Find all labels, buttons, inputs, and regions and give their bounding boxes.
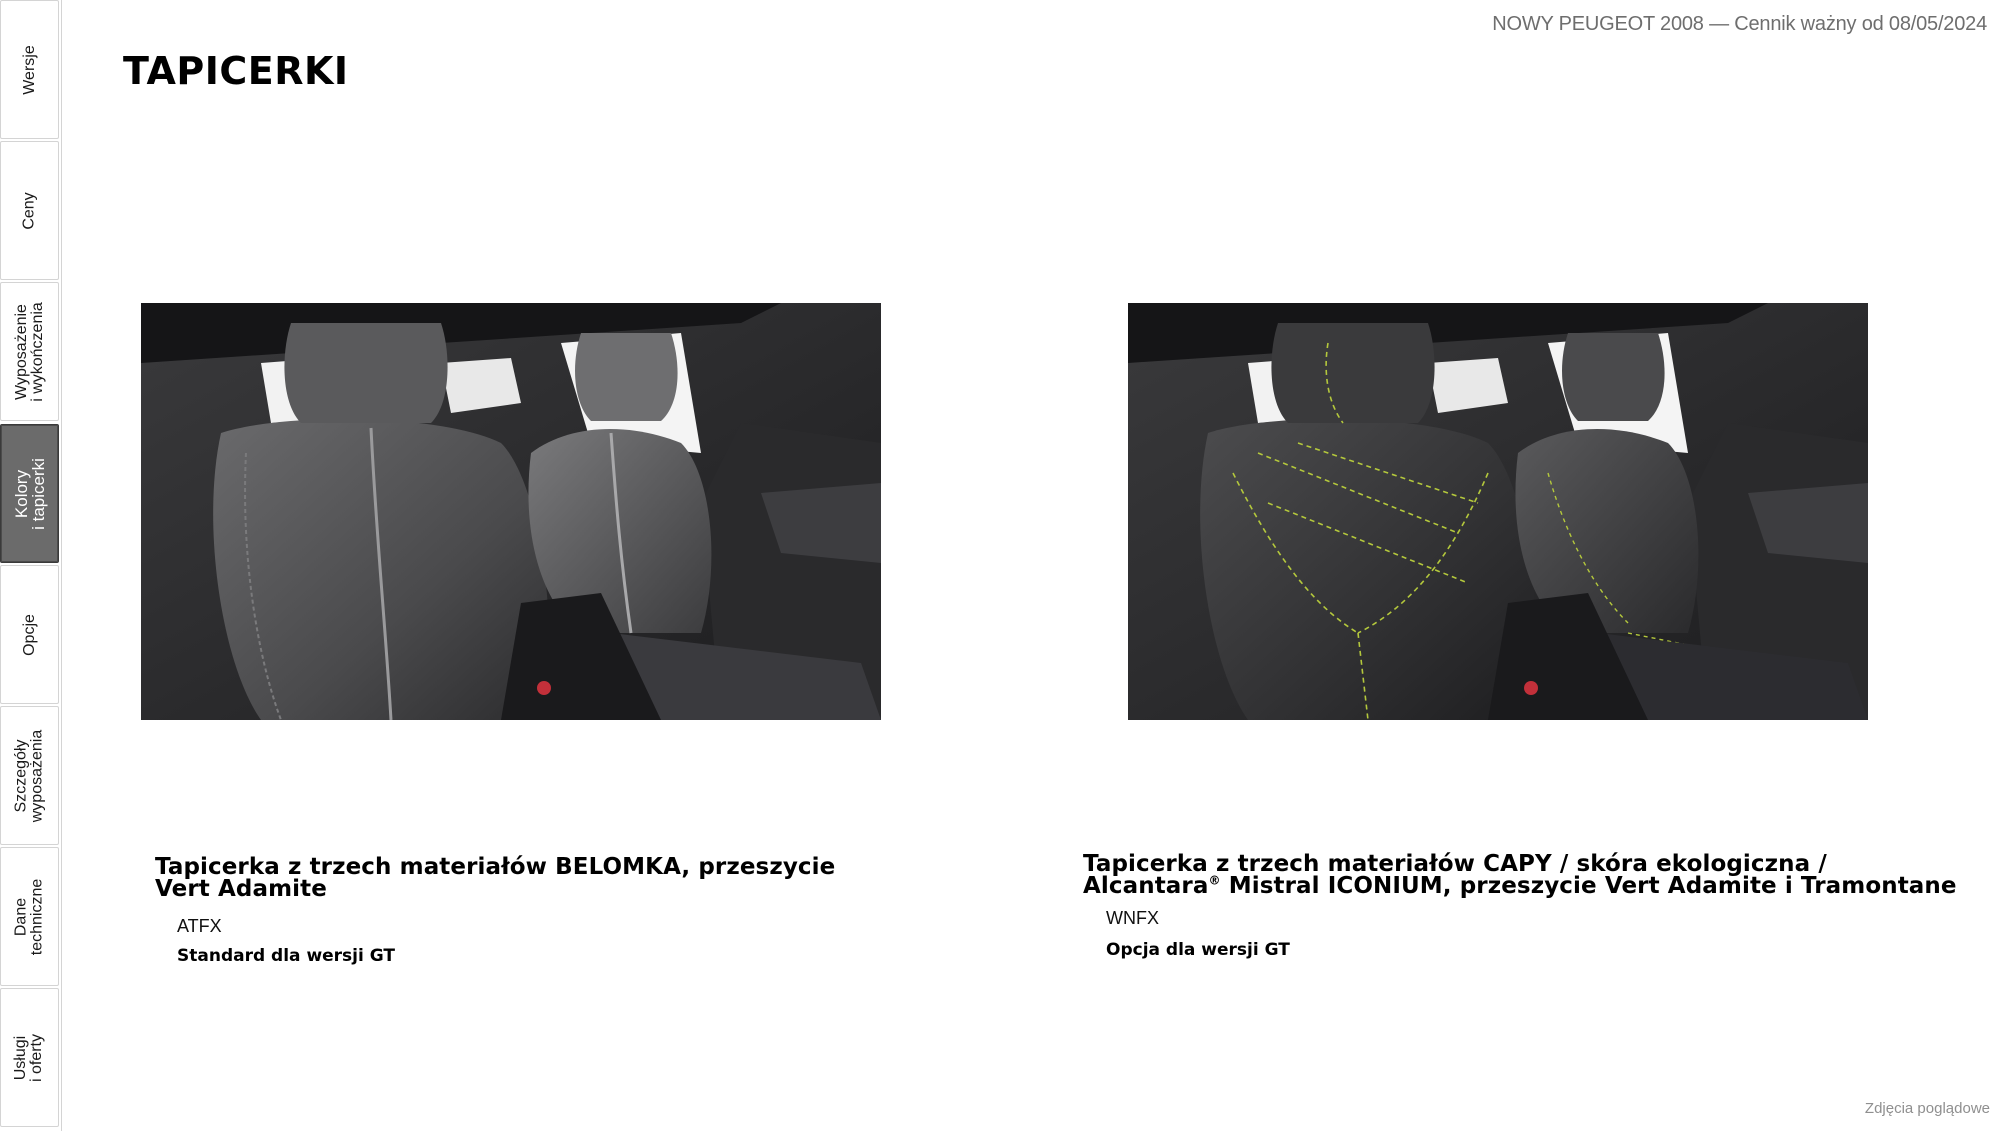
sidebar-tab-dane[interactable] (0, 847, 59, 986)
upholstery-name-line2-pre: Alcantara (1083, 873, 1209, 899)
seat-photo-capy-alcantara (1128, 303, 1868, 720)
upholstery-availability: Opcja dla wersji GT (1106, 940, 1290, 960)
sidebar-tab-wyposazenie[interactable] (0, 282, 59, 421)
sidebar-tab-ceny[interactable] (0, 141, 59, 280)
sidebar-tab-opcje[interactable] (0, 565, 59, 704)
sidebar-tab-kolory-active[interactable] (0, 424, 59, 563)
footnote-illustrative-photos: Zdjęcia poglądowe (1864, 1100, 1990, 1117)
upholstery-name (1083, 853, 1983, 897)
sidebar-tab-szczegoly[interactable] (0, 706, 59, 845)
sidebar-tab-label: Usługi i oferty (12, 1033, 46, 1082)
document-header: NOWY PEUGEOT 2008 — Cennik ważny od 08/05/2024 (1492, 13, 1987, 35)
sidebar-tab-wersje[interactable] (0, 0, 59, 139)
section-sidebar (0, 0, 62, 1131)
page-title: TAPICERKI (123, 49, 349, 93)
sidebar-tab-label: Szczegóły wyposażenia (12, 729, 46, 822)
upholstery-name-line1: Tapicerka z trzech materiałów CAPY / skóra ekologiczna / (1083, 851, 1827, 877)
sidebar-tab-label: Dane techniczne (12, 878, 46, 955)
seat-photo-belomka (141, 303, 881, 720)
upholstery-code: ATFX (177, 916, 222, 936)
registered-mark: ® (1208, 873, 1221, 888)
sidebar-tab-label: Ceny (20, 191, 38, 230)
upholstery-name-line2-post: Mistral ICONIUM, przeszycie Vert Adamite i Tramontane (1220, 873, 1957, 899)
upholstery-name: Tapicerka z trzech materiałów BELOMKA, przeszycie Vert Adamite (155, 854, 836, 902)
sidebar-tab-label: Kolory i tapicerki (11, 457, 48, 530)
upholstery-code: WNFX (1106, 908, 1159, 928)
sidebar-tab-label: Wersje (20, 44, 38, 95)
sidebar-tab-uslugi[interactable] (0, 988, 59, 1127)
sidebar-tab-label: Opcje (20, 613, 38, 656)
sidebar-tab-label: Wyposażenie i wykończenia (12, 301, 46, 402)
upholstery-availability: Standard dla wersji GT (177, 946, 396, 966)
